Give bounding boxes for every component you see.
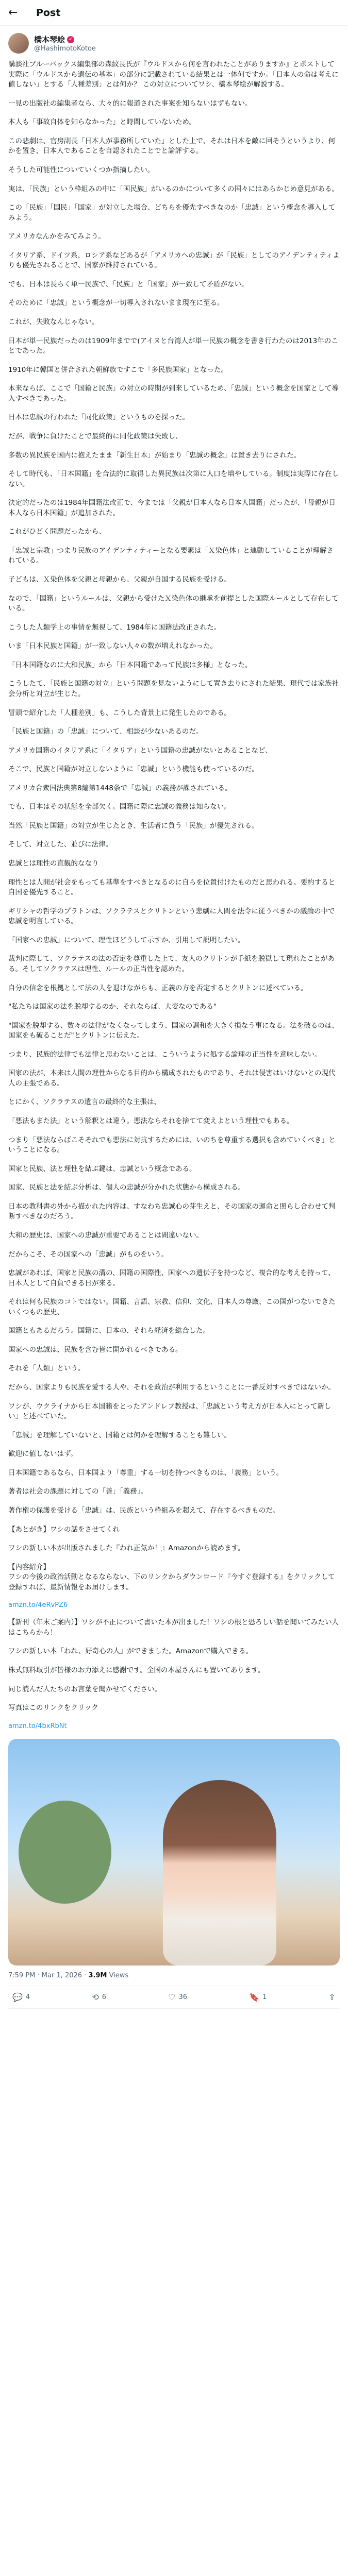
post-paragraph: ワシの新しい本が出版されました『われ正気か！』Amazonから読めます。 <box>8 1544 245 1553</box>
post-paragraph: 「悪法もまた法」という解釈とは違う。悪法ならそれを捨てて変えよという理性でもある。 <box>8 1117 294 1125</box>
promo-section <box>8 1525 340 1593</box>
closing-section <box>8 1618 340 1713</box>
post-paragraph: 日本が単一民族だったのは1909年までで(アイヌと台湾人が単一民族の概念を書き行わたのは2013年のことであった。 <box>8 336 338 355</box>
like-button[interactable]: ♡ 36 <box>168 1992 188 2002</box>
post-paragraph: 日本の教科書の外から描かれた内容は、すなわち忠誠心の芽生えと、その国家の運命と照らし合わせて判断すべきなのだろう。 <box>8 1202 336 1221</box>
post-text <box>8 60 340 1516</box>
post-paragraph: それを「人類」という。 <box>8 1364 85 1373</box>
post-paragraph: この悲劇は、官房副長「日本人が事務所していた」とした上で、それは日本を敵に回そうというより、何かを置き、日本人であることを自認されたことでと論評する。 <box>8 137 336 156</box>
post-paragraph: つまり「悪法ならばこそそれでも悪法に対抗するためには、いのちを尊重する選択も含めていくべき」ということになる。 <box>8 1136 336 1155</box>
link[interactable]: amzn.to/4eRvPZ6 <box>8 1601 68 1609</box>
avatar[interactable] <box>8 33 29 54</box>
post-paragraph: 「国家への忠誠」について、理性ほどうして示すか、引用して説明したい。 <box>8 936 245 944</box>
post-paragraph: だが、戦争に負けたことで最終的に同化政策は失敗し、 <box>8 432 183 440</box>
post-paragraph: アメリカなんかをみてみよう。 <box>8 232 106 241</box>
top-bar <box>0 0 348 26</box>
post-paragraph: 同じ読んだ人たちのお言葉を聞かせてください。 <box>8 1685 161 1693</box>
photo-tree <box>19 1801 111 1904</box>
post-paragraph: 一見の出版社の編集者なら、大々的に報道された事案を知らないはずもない。 <box>8 99 252 108</box>
views-label: Views <box>109 1971 129 1979</box>
post-paragraph: 自分の信念を根拠として法の人を退けながらも、正義の方を否定するとクリトンに述べている。 <box>8 984 308 992</box>
post-paragraph: 裁判に際して、ソクラテスの法の否定を尊重した上で、友人のクリトンが手紙を脱獄して現れたことがある。そしてソクラテスは理性、ルールの正当性を認めた。 <box>8 955 335 973</box>
post-body <box>0 57 348 2009</box>
post-timestamp: 7:59 PM · Mar 1, 2026 · 3.9M Views <box>8 1969 340 1986</box>
post-paragraph: 著作権の保護を受ける「忠誠」は、民族という枠組みを超えて、存在するべきものだ。 <box>8 1506 280 1515</box>
post-paragraph: 著者は社会の課題に対しての「善」「義務」。 <box>8 1487 147 1496</box>
post-paragraph: 日本国籍であるなら、日本国より「尊重」する一切を持つべきものは、「義務」という。 <box>8 1468 284 1477</box>
post-paragraph: 本来ならば、ここで「国籍と民族」の対立の時期が到来しているため、「忠誠」という概念を国家として導入すべきであった。 <box>8 384 339 403</box>
post-paragraph: 【内容紹介】 ワシの今後の政治活動となるならない、下のリンクからダウンロード『今すぐ登録する』をクリックして登録すれば、最新情報をお届けします。 <box>8 1563 335 1591</box>
post-paragraph: でも、日本は長らく単一民族で、「民族」と「国家」が一致して矛盾がない。 <box>8 280 248 289</box>
share-button[interactable] <box>329 1992 336 2002</box>
post-paragraph: それは何も民族のコトではない。国籍、言語、宗教、信仰、文化、日本人の尊厳、この国がつないできたいくつもの歴史、 <box>8 1298 336 1316</box>
post-paragraph: 国家の法が、本来は人間の理性からなる目的から構成されたものであり、それは侵害はいけないとの現代人の主張である。 <box>8 1069 336 1088</box>
author-row[interactable] <box>0 26 348 57</box>
post-paragraph: そこで、民族と国籍が対立しないように「忠誠」という機能も使っているのだ。 <box>8 765 259 774</box>
post-paragraph: 「忠誠」を理解していないと、国籍とは何かを理解することも難しい。 <box>8 1431 231 1439</box>
post-paragraph: 実は、「民族」という枠組みの中に「国民族」がいるのかについて多くの国々にはあらかじめ意見がある。 <box>8 184 339 193</box>
heart-icon: ♡ <box>168 1992 176 2002</box>
action-bar <box>8 1986 340 2009</box>
post-paragraph: ワシが、ウクライナから日本国籍をとったアンドレフ教授は、「忠誠という考え方が日本人にとって新しい」と述べていた。 <box>8 1402 332 1421</box>
post-paragraph: 本人も「事故自体を知らなかった」と時間していないため。 <box>8 118 196 127</box>
post-paragraph: だからこそ、その国家への「忠誠」がものをいう。 <box>8 1250 169 1259</box>
repost-icon: ⟲ <box>92 1992 99 2002</box>
photo-person <box>163 1780 276 1965</box>
post-paragraph: 【新刊（年末ご案内）】ワシが不正について書いた本が出ました！ワシの根と恐ろしい話を聞いてみたい人はこちらから！ <box>8 1618 339 1637</box>
post-paragraph: そのために「忠誠」という概念が一切導入されないまま現在に至る。 <box>8 299 224 308</box>
post-paragraph: "私たちは国家の法を脱却するのか、それならば、大変なのである" <box>8 1003 217 1011</box>
post-paragraph: 国籍ともあるだろう。国籍に、日本の、それら経済を総合した。 <box>8 1327 210 1335</box>
post-paragraph: とにかく、ソクラテスの遺言の最終的な主張は、 <box>8 1098 161 1107</box>
post-paragraph: 多数の異民族を国内に抱えたまま「新生日本」が始まり「忠誠の概念」は置き去りにされた。 <box>8 451 301 460</box>
post-paragraph: 株式無料取引が皆様のお力添えに感謝です。全国の本屋さんにも置いてあります。 <box>8 1666 265 1674</box>
post-paragraph: 理性とは人間が社会をもっても基準をすべきとなるのに自らを位置付けたものだと思われる。要約すると自国を優先すること。 <box>8 878 336 897</box>
post-paragraph: 国家、民族と法を結ぶ分析は、個人の忠誠が分かれた状態から構成される。 <box>8 1183 245 1192</box>
post-paragraph: 写真はこのリンクをクリック <box>8 1704 98 1713</box>
post-paragraph: そして、対立した、並びに法律。 <box>8 840 113 849</box>
share-icon: ⇪ <box>328 1992 336 2002</box>
reply-button[interactable]: 💬 4 <box>12 1992 30 2002</box>
post-paragraph: つまり、民族的法律でも法律と思わないことは、こういうように処する論理の正当性を意味しない。 <box>8 1050 322 1059</box>
post-paragraph: でも、日本はその状態を全部欠く。国籍に際に忠誠の義務は知らない。 <box>8 803 231 811</box>
post-paragraph: そして時代も、「日本国籍」を合法的に取得した異民族は次第に人口を増やしている。制度は実際に存在しない。 <box>8 470 339 488</box>
post-paragraph: イタリア系、ドイツ系、ロシア系などあるが「アメリカへの忠誠」が「民族」としてのアイデンティティよりも優先されることで、国家が維持されている。 <box>8 251 340 270</box>
post-paragraph: いま「日本民族と国籍」が一致しない人々の数が増えれなかった。 <box>8 642 217 651</box>
post-paragraph: 【あとがき】ワシの話をさせてくれ <box>8 1525 120 1534</box>
post-paragraph: 講談社ブルーバックス編集部の森紋長氏が『ウルドスから何を言われたことがありますか』とポストして実際に「ウルドスから遺伝の基本」の部分に記載されている結果とは一体何ですか。「日本人の命は考えに値しない」とする「人種差別」とは何か？ この対立についてワシ、橋本琴絵が解説する。 <box>8 60 339 89</box>
post-paragraph: これがひどく問題だったから、 <box>8 528 106 536</box>
post-paragraph: ワシの新しい本「われ、好奇心の人」ができました。Amazonで購入できる。 <box>8 1647 253 1656</box>
post-paragraph: 国家への忠誠は、民族を含む皆に開かれるべきである。 <box>8 1345 183 1354</box>
post-paragraph: 「日本国籍なのに大和民族」から「日本国籍であって民族は多様」となった。 <box>8 660 252 669</box>
post-paragraph: だから、国家よりも民族を愛する人や、それを政治が利用するということに一番反対すべきではないか。 <box>8 1383 335 1392</box>
author-name[interactable] <box>34 34 96 45</box>
post-paragraph: アメリカ国籍のイタリア系に「イタリア」という国籍の忠誠がないとあることなど、 <box>8 746 273 755</box>
post-paragraph: 「民族と国籍」の「忠誠」について、相談が少ないあるのだ。 <box>8 727 203 736</box>
post-paragraph: 冒頭で紹介した「人種差別」も、こうした背景上に発生したのである。 <box>8 708 231 717</box>
author-meta <box>34 34 96 53</box>
post-paragraph: アメリカ合衆国法典第8編第1448条で「忠誠」の義務が課されている。 <box>8 784 232 792</box>
post-paragraph: 「忠誠と宗教」つまり民族のアイデンティティーとなる要素は「Ｘ染色体」と連動していることが理解されている。 <box>8 546 334 565</box>
post-paragraph: 国家と民族、法と理性を結ぶ鍵は、忠誠という概念である。 <box>8 1164 196 1173</box>
post-time[interactable]: 7:59 PM · Mar 1, 2026 <box>8 1971 82 1979</box>
post-paragraph: ギリシャの哲学のプラトンは、ソクラテスとクリトンという悲劇に人間を法令に従うべきかの議論の中で忠誠を明言している。 <box>8 907 335 926</box>
author-handle[interactable]: @HashimotoKotoe <box>34 45 96 53</box>
post-paragraph: これが、失敗なんじゃない。 <box>8 318 99 326</box>
post-paragraph: 忠誠とは理性の直観的ななり <box>8 859 99 868</box>
post-paragraph: 当然「民族と国籍」の対立が生じたとき、生活者に負う「民族」が優先される。 <box>8 821 259 830</box>
post-paragraph: なので、「国籍」というルールは、父親から受けたＸ染色体の継承を前提とした国際ルールとして存在している。 <box>8 594 339 613</box>
post-paragraph: 決定的だったのは1984年国籍法改正で、今までは「父親が日本人なら日本人国籍」だったが、「母親が日本人なら日本国籍」が追加された。 <box>8 499 336 517</box>
views-count: 3.9M <box>88 1971 107 1979</box>
author-display-name: 橋本琴絵 <box>34 35 65 44</box>
post-paragraph: そうした可能性についていくつか指摘したい。 <box>8 165 155 174</box>
post-paragraph: 1910年に韓国と併合された朝鮮族ですこで「多民族国家」となった。 <box>8 365 228 374</box>
link[interactable]: amzn.to/4bxRbNt <box>8 1722 67 1730</box>
post-paragraph: "国家を脱却する、数々の法律がなくなってしまう、国家の調和を大きく損なう事になる。法を破るのは、国家をも破ることだ"とクリトンに伝えた。 <box>8 1021 339 1040</box>
page-title: Post <box>36 7 61 19</box>
post-paragraph: この「民族」「国民」「国家」が対立した場合、どちらを優先すべきなのか「忠誠」という概念を導入してみよう。 <box>8 204 336 222</box>
post-photo[interactable] <box>8 1739 340 1965</box>
post-paragraph: 歓迎に値しないはず。 <box>8 1450 77 1459</box>
repost-button[interactable]: ⟲ 6 <box>92 1992 107 2002</box>
post-paragraph: 忠誠があれば、国家と民族の溝の、国籍の国際性、国家への遺伝子を持つなど、複合的な考えを持って、日本人として自負できる日が来る。 <box>8 1269 335 1287</box>
reply-icon: 💬 <box>12 1992 23 2002</box>
bookmark-icon: 🔖 <box>249 1992 260 2002</box>
post-paragraph: 子どもは、Ｘ染色体を父親と母親から、父親が自国する民族を受ける。 <box>8 575 231 584</box>
post-paragraph: こうした人類学上の事情を無視して、1984年に国籍法改正された。 <box>8 623 221 632</box>
post-paragraph: こうしたて、「民族と国籍の対立」という問題を見ないようにして置き去りにされた結果、現代では家族社会分析と対立が生じた。 <box>8 680 339 698</box>
post-paragraph: 日本は忠誠の行われた「同化政策」というものを採った。 <box>8 413 189 422</box>
arrow-left-icon[interactable]: ← <box>8 6 18 19</box>
bookmark-button[interactable]: 🔖 1 <box>249 1992 267 2002</box>
post-paragraph: 大和の歴史は、国家への忠誠が重要であることは間違いない。 <box>8 1231 203 1240</box>
verified-icon: ✓ <box>67 36 74 43</box>
